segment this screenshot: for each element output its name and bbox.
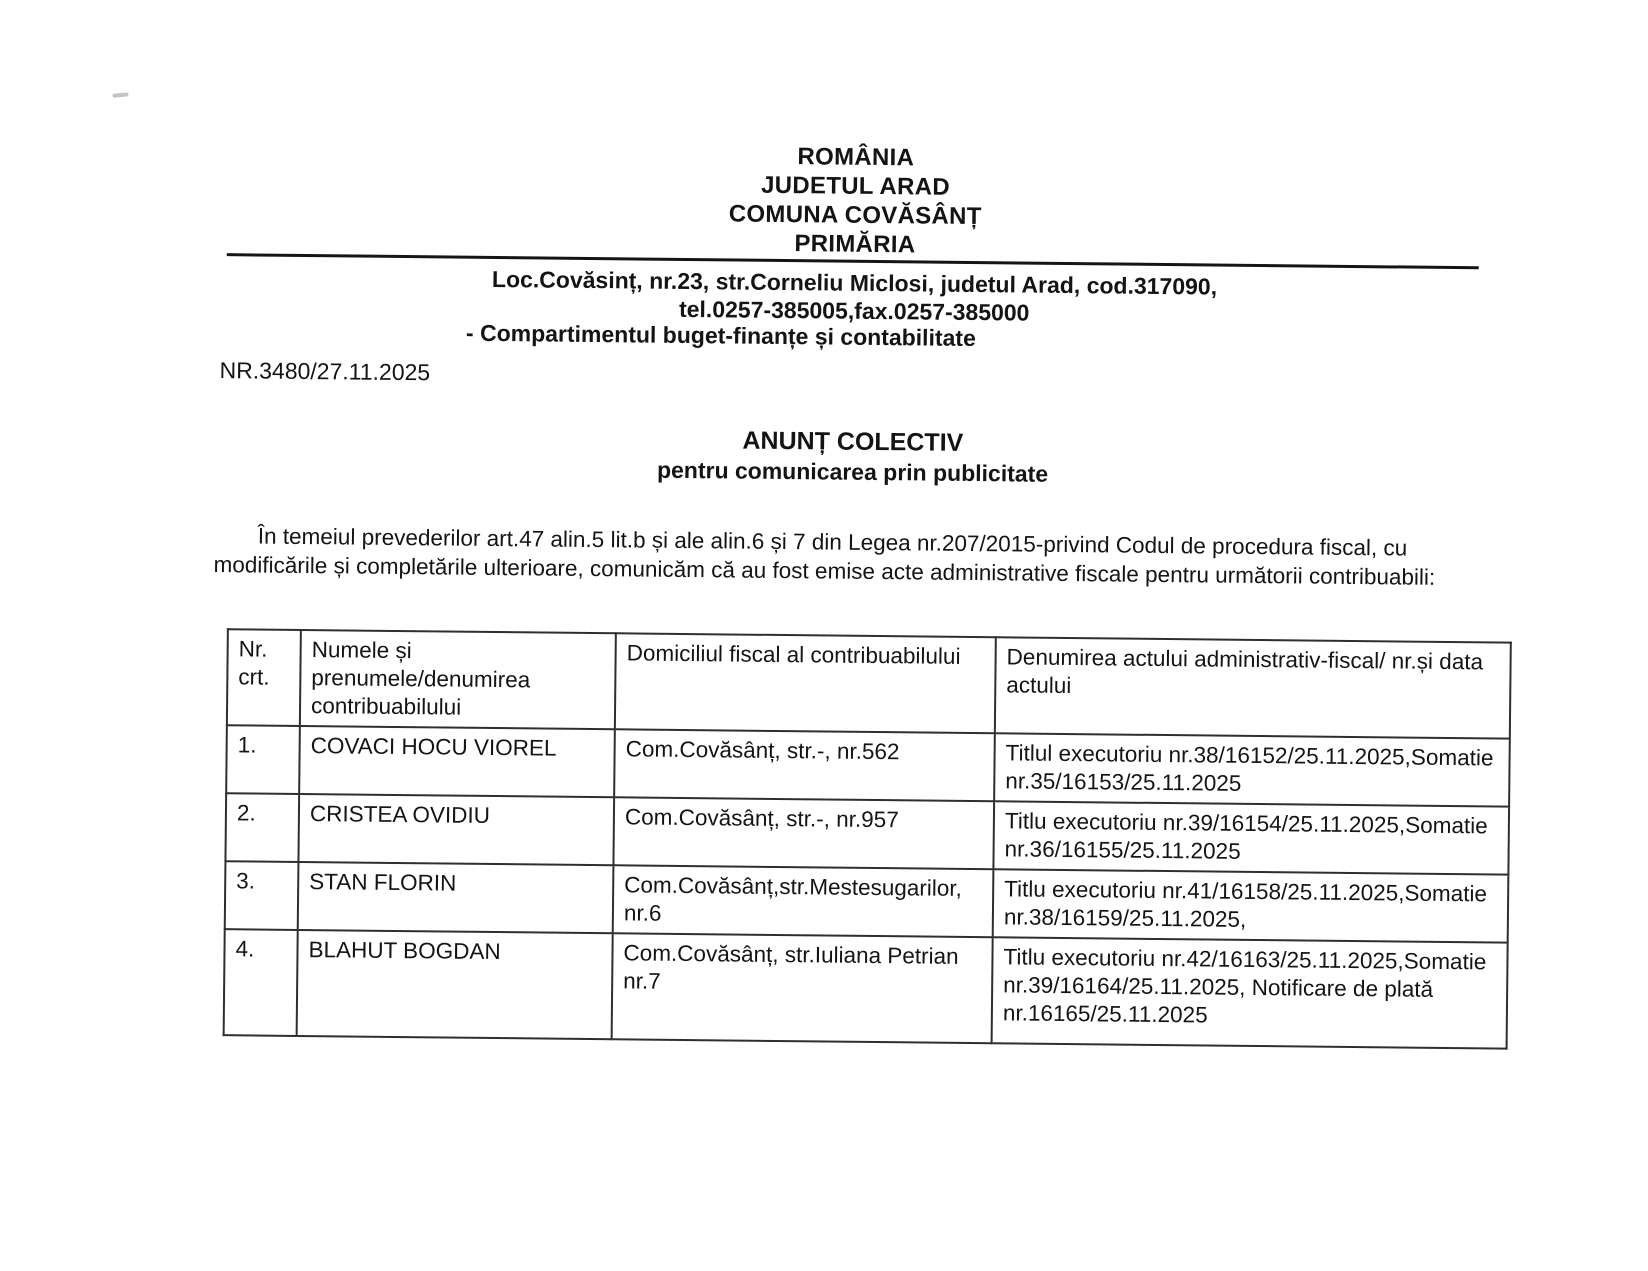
letterhead	[0, 134, 1648, 268]
letterhead-office: PRIMĂRIA	[794, 230, 916, 259]
table-header-row	[227, 629, 1511, 738]
row-number-cell: 1.	[226, 725, 300, 794]
fiscal-address-cell: Com.Covăsânț, str.-, nr.957	[613, 797, 994, 869]
document-subtitle: pentru comunicarea prin publicitate	[656, 456, 1049, 487]
act-description-cell: Titlul executoriu nr.38/16152/25.11.2025,Somatie nr.35/16153/25.11.2025	[994, 733, 1510, 806]
row-number-cell: 3.	[225, 861, 299, 930]
act-description-cell: Titlu executoriu nr.41/16158/25.11.2025,Somatie nr.38/16159/25.11.2025,	[993, 869, 1509, 942]
contributors-table	[223, 628, 1512, 1049]
col-header-fiscal-address: Domiciliul fiscal al contribuabilului	[615, 633, 996, 733]
fiscal-address-cell: Com.Covăsânț,str.Mestesugarilor, nr.6	[613, 865, 994, 937]
col-header-act: Denumirea actului administrativ-fiscal/ nr.și data actului	[995, 637, 1511, 738]
col-header-nr-crt: Nr. crt.	[227, 629, 301, 726]
table-row	[224, 929, 1508, 1048]
act-description-cell: Titlu executoriu nr.39/16154/25.11.2025,Somatie nr.36/16155/25.11.2025	[993, 801, 1509, 874]
col-header-name: Numele și prenumele/denumirea contribuabilului	[300, 630, 616, 729]
letterhead-department: - Compartimentul buget-finanțe și contabilitate	[465, 319, 976, 352]
row-number-cell: 2.	[225, 793, 299, 862]
contributor-name-cell: CRISTEA OVIDIU	[298, 794, 614, 865]
act-description-cell: Titlu executoriu nr.42/16163/25.11.2025,Somatie nr.39/16164/25.11.2025, Notificare de plată nr.16165/25.11.2025	[992, 937, 1508, 1048]
letterhead-county: JUDETUL ARAD	[760, 171, 951, 201]
fiscal-address-cell: Com.Covăsânț, str.-, nr.562	[614, 729, 995, 801]
contributor-name-cell: BLAHUT BOGDAN	[297, 930, 613, 1039]
letterhead-address: Loc.Covăsinț, nr.23, str.Corneliu Miclosi, judetul Arad, cod.317090,	[491, 265, 1218, 300]
intro-paragraph: În temeiul prevederilor art.47 alin.5 lit.b și ale alin.6 și 7 din Legea nr.207/2015-privind Codul de procedura fiscal, cu modificările și completările ulterioare, comunicăm că au fost emise acte administrative fiscale pentru următorii contribuabili:	[213, 523, 1436, 590]
contributor-name-cell: COVACI HOCU VIOREL	[299, 726, 615, 797]
row-number-cell: 4.	[224, 929, 298, 1036]
fiscal-address-cell: Com.Covăsânț, str.Iuliana Petrian nr.7	[612, 933, 993, 1043]
document-title: ANUNȚ COLECTIV	[742, 426, 964, 457]
scan-artifact-speck	[112, 92, 128, 97]
letterhead-country: ROMÂNIA	[797, 143, 915, 172]
letterhead-commune: COMUNA COVĂSÂNȚ	[728, 200, 982, 231]
contributor-name-cell: STAN FLORIN	[298, 862, 614, 933]
registration-number: NR.3480/27.11.2025	[219, 357, 431, 386]
letterhead-phone-fax: tel.0257-385005,fax.0257-385000	[678, 295, 1030, 326]
document-title-block	[0, 418, 1648, 496]
